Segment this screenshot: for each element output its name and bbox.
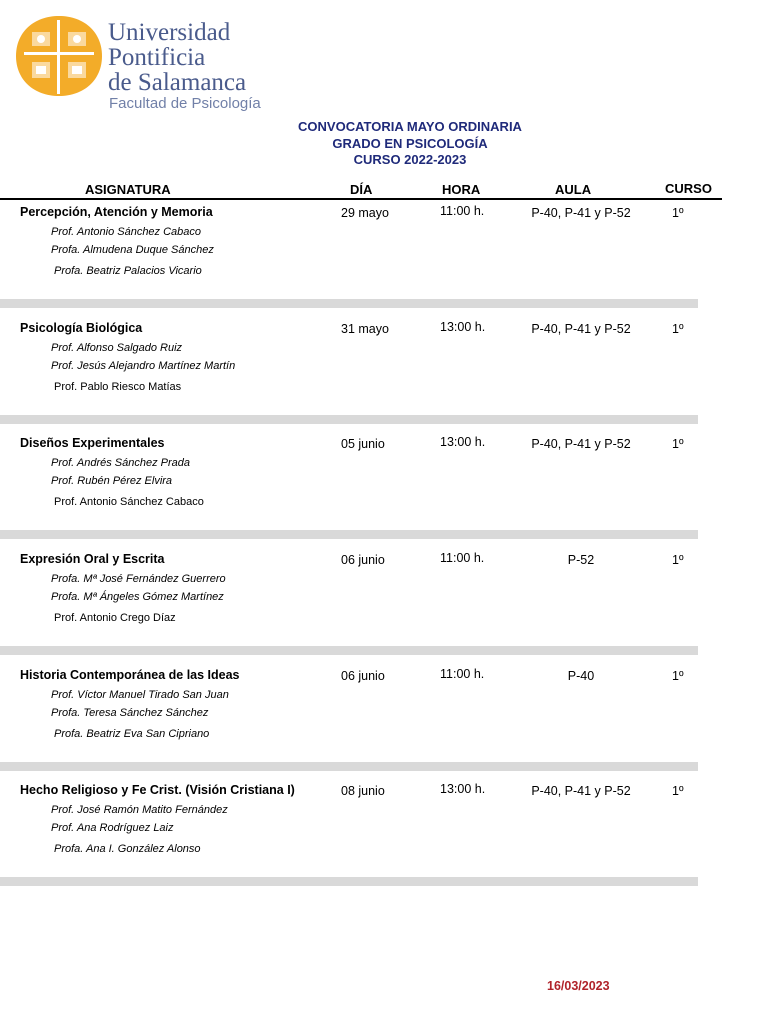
course-year: 1º: [672, 322, 684, 336]
exam-room: P-52: [567, 553, 595, 567]
subject-name: Historia Contemporánea de las Ideas: [20, 668, 240, 682]
professor-name: Profa. Ana I. González Alonso: [54, 843, 201, 855]
professor-name: Profa. Beatriz Palacios Vicario: [54, 265, 202, 277]
row-separator: [0, 299, 698, 308]
exam-room: P-40, P-41 y P-52: [531, 206, 631, 220]
exam-room: P-40: [567, 669, 595, 683]
row-separator: [0, 415, 698, 424]
professor-name: Prof. Alfonso Salgado Ruiz: [51, 342, 183, 354]
exam-day: 06 junio: [341, 553, 385, 567]
exam-day: 08 junio: [341, 784, 385, 798]
professor-name: Prof. Jesús Alejandro Martínez Martín: [51, 360, 236, 372]
course-year: 1º: [672, 206, 684, 220]
table-row: [0, 664, 768, 779]
row-separator: [0, 877, 698, 886]
professor-name: Prof. Víctor Manuel Tirado San Juan: [51, 689, 229, 701]
column-header-curso: CURSO: [665, 181, 712, 196]
professor-name: Profa. Almudena Duque Sánchez: [51, 244, 214, 256]
header-line2: GRADO EN PSICOLOGÍA: [332, 135, 488, 151]
university-name: [108, 20, 246, 95]
professor-name: Prof. Rubén Pérez Elvira: [51, 475, 173, 487]
exam-time: 13:00 h.: [440, 435, 486, 449]
exam-time: 11:00 h.: [440, 204, 485, 218]
exam-day: 31 mayo: [341, 322, 389, 336]
table-row: [0, 201, 768, 316]
exam-time: 11:00 h.: [440, 551, 485, 565]
exam-day: 06 junio: [341, 669, 385, 683]
exam-time: 11:00 h.: [440, 667, 485, 681]
exam-day: 29 mayo: [341, 206, 389, 220]
university-name-line3: de Salamanca: [108, 69, 247, 96]
professor-name: Prof. Andrés Sánchez Prada: [51, 457, 191, 469]
university-name-line2: Pontificia: [108, 44, 206, 71]
header-divider: [0, 198, 722, 200]
professor-name: Prof. Pablo Riesco Matías: [54, 381, 182, 393]
table-row: [0, 432, 768, 547]
row-separator: [0, 530, 698, 539]
table-row: [0, 548, 768, 663]
exam-day: 05 junio: [341, 437, 385, 451]
university-logo: [14, 14, 104, 98]
course-year: 1º: [672, 553, 684, 567]
exam-time: 13:00 h.: [440, 782, 486, 796]
professor-name: Prof. José Ramón Matito Fernández: [51, 804, 228, 816]
table-row: [0, 779, 768, 894]
document-date: 16/03/2023: [547, 979, 610, 993]
column-header-aula: AULA: [555, 182, 592, 197]
professor-name: Prof. Antonio Crego Díaz: [54, 612, 176, 624]
subject-name: Percepción, Atención y Memoria: [20, 205, 213, 219]
professor-name: Prof. Ana Rodríguez Laiz: [51, 822, 174, 834]
exam-time: 13:00 h.: [440, 320, 486, 334]
column-header-dia: DÍA: [350, 182, 373, 197]
row-separator: [0, 762, 698, 771]
column-header-hora: HORA: [442, 182, 481, 197]
exam-room: P-40, P-41 y P-52: [531, 437, 631, 451]
faculty-name: Facultad de Psicología: [109, 95, 261, 112]
row-separator: [0, 646, 698, 655]
exam-room: P-40, P-41 y P-52: [531, 784, 631, 798]
subject-name: Psicología Biológica: [20, 321, 143, 335]
professor-name: Profa. Mª José Fernández Guerrero: [51, 573, 226, 585]
subject-name: Diseños Experimentales: [20, 436, 165, 450]
exam-room: P-40, P-41 y P-52: [531, 322, 631, 336]
university-name-line1: Universidad: [108, 19, 231, 46]
professor-name: Prof. Antonio Sánchez Cabaco: [51, 226, 202, 238]
header-line1: CONVOCATORIA MAYO ORDINARIA: [298, 119, 522, 134]
professor-name: Profa. Teresa Sánchez Sánchez: [51, 707, 209, 719]
professor-name: Prof. Antonio Sánchez Cabaco: [54, 496, 204, 508]
course-year: 1º: [672, 784, 684, 798]
professor-name: Profa. Mª Ángeles Gómez Martínez: [51, 591, 224, 603]
course-year: 1º: [672, 669, 684, 683]
column-header-asignatura: ASIGNATURA: [85, 182, 171, 197]
document-header: [0, 119, 768, 169]
course-year: 1º: [672, 437, 684, 451]
subject-name: Expresión Oral y Escrita: [20, 552, 165, 566]
table-row: [0, 317, 768, 432]
professor-name: Profa. Beatriz Eva San Cipriano: [54, 728, 210, 740]
subject-name: Hecho Religioso y Fe Crist. (Visión Cristiana I): [20, 783, 295, 797]
header-line3: CURSO 2022-2023: [353, 152, 467, 167]
